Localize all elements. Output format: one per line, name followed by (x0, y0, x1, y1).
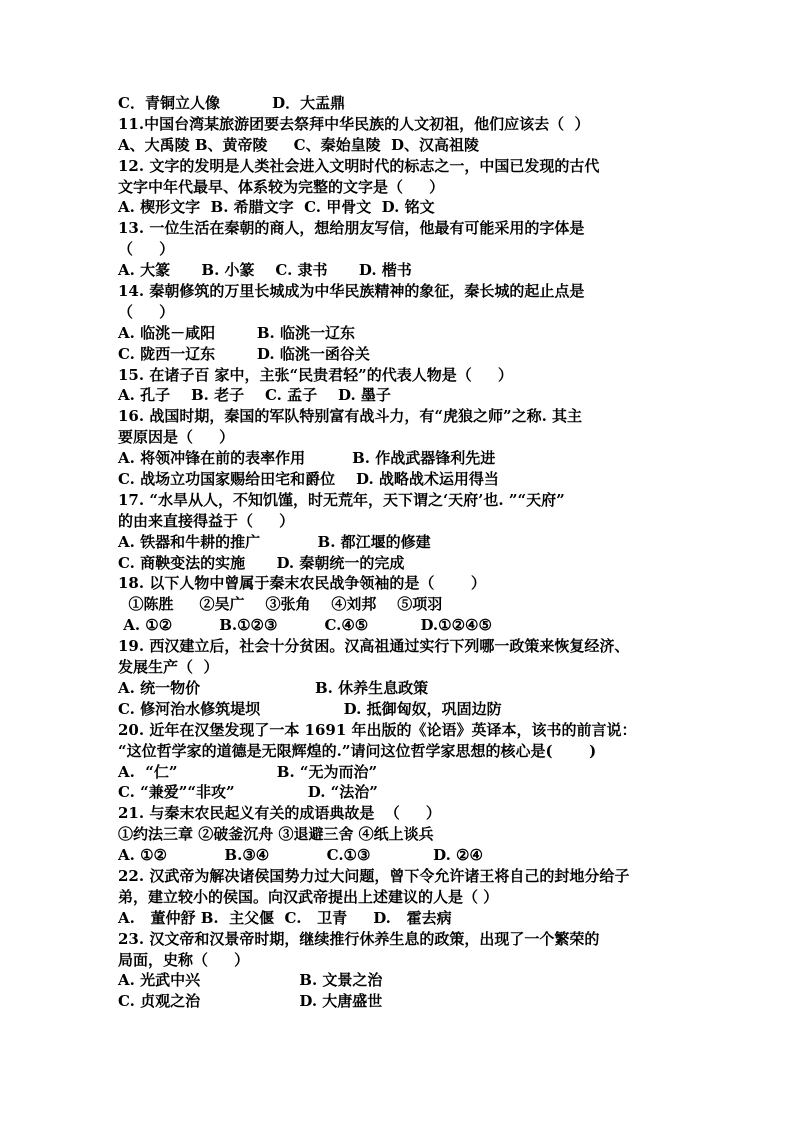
text-line: 23. 汉文帝和汉景帝时期，继续推行休养生息的政策，出现了一个繁荣的 (118, 929, 600, 948)
text-line: C. 战场立功国家赐给田宅和爵位 D. 战略战术运用得当 (118, 470, 499, 489)
text-line: A. 光武中兴 B. 文景之治 (118, 971, 383, 990)
text-line: 14. 秦朝修筑的万里长城成为中华民族精神的象征，秦长城的起止点是 (118, 282, 585, 301)
text-line: 要原因是（ ） (118, 428, 235, 447)
text-line: 18. 以下人物中曾属于秦末农民战争领袖的是（ ） (118, 574, 486, 593)
text-line: 发展生产（ ） (118, 658, 219, 677)
text-line: “这位哲学家的道德是无限辉煌的.”请问这位哲学家思想的核心是( ) (118, 741, 597, 760)
text-line: 21. 与秦末农民起义有关的成语典故是 （ ） (118, 804, 441, 823)
text-line: 16. 战国时期，秦国的军队特别富有战斗力，有“虎狼之师”之称. 其主 (118, 407, 583, 426)
text-line: ①约法三章 ②破釜沉舟 ③退避三舍 ④纸上谈兵 (118, 825, 434, 844)
question-text-block (118, 93, 688, 1012)
text-line: A. 统一物价 B. 休养生息政策 (118, 678, 429, 697)
text-line: 15. 在诸子百 家中，主张“民贵君轻”的代表人物是（ ） (118, 365, 513, 384)
text-line: C. 商鞅变法的实施 D. 秦朝统一的完成 (118, 553, 405, 572)
text-line: A. 临洮－咸阳 B. 临洮一辽东 (118, 323, 355, 342)
text-line: 19. 西汉建立后，社会十分贫困。汉高祖通过实行下列哪一政策来恢复经济、 (118, 637, 630, 656)
text-line: A. 铁器和牛耕的推广 B. 都江堰的修建 (118, 532, 431, 551)
text-line: 11.中国台湾某旅游团要去祭拜中华民族的人文初祖，他们应该去（ ） (118, 114, 590, 133)
text-line: 20. 近年在汉堡发现了一本 1691 年出版的《论语》英译本，该书的前言说： (118, 720, 637, 739)
text-line: 文字中年代最早、体系较为完整的文字是（ ） (118, 177, 445, 196)
text-line: A. 董仲舒 B. 主父偃 C. 卫青 D. 霍去病 (118, 908, 452, 927)
text-line: A. 将领冲锋在前的表率作用 B. 作战武器锋利先进 (118, 449, 496, 468)
text-line: 12. 文字的发明是人类社会进入文明时代的标志之一，中国已发现的古代 (118, 156, 600, 175)
text-line: 局面，史称（ ） (118, 950, 250, 969)
text-line: C. “兼爱”“非攻” D. “法治” (118, 783, 378, 802)
text-line: 13. 一位生活在秦朝的商人，想给朋友写信，他最有可能采用的字体是 (118, 219, 585, 238)
text-line: C. 陇西一辽东 D. 临洮一函谷关 (118, 344, 370, 363)
text-line: A. “仁” B. “无为而治” (118, 762, 378, 781)
text-line: A、大禹陵 B、黄帝陵 C、秦始皇陵 D、汉高祖陵 (118, 135, 480, 154)
text-line: C．青铜立人像 D．大盂鼎 (118, 94, 346, 112)
text-line: 弟，建立较小的侯国。向汉武帝提出上述建议的人是（ ） (118, 887, 499, 906)
text-line: C. 修河治水修筑堤坝 D. 抵御匈奴，巩固边防 (118, 699, 502, 718)
text-line: （ ） (118, 302, 175, 321)
text-line: 的由来直接得益于（ ） (118, 511, 295, 530)
text-line: 17. “水旱从人，不知饥馑，时无荒年，天下谓之‘天府’也. ”“天府” (118, 490, 565, 509)
text-line: A. 大篆 B. 小篆 C. 隶书 D. 楷书 (118, 261, 412, 280)
text-line: A. 楔形文字 B. 希腊文字 C. 甲骨文 D. 铭文 (118, 198, 435, 217)
text-line: A. ①② B.③④ C.①③ D. ②④ (118, 846, 483, 865)
text-line: A. 孔子 B. 老子 C. 孟子 D. 墨子 (118, 386, 391, 405)
text-line: A. ①② B.①②③ C.④⑤ D.①②④⑤ (118, 616, 492, 635)
text-line: C. 贞观之治 D. 大唐盛世 (118, 992, 383, 1011)
text-line: 22. 汉武帝为解决诸侯国势力过大问题，曾下令允许诸王将自己的封地分给子 (118, 866, 630, 885)
text-line: （ ） (118, 240, 175, 259)
text-line: ①陈胜 ②吴广 ③张角 ④刘邦 ⑤项羽 (118, 595, 443, 614)
